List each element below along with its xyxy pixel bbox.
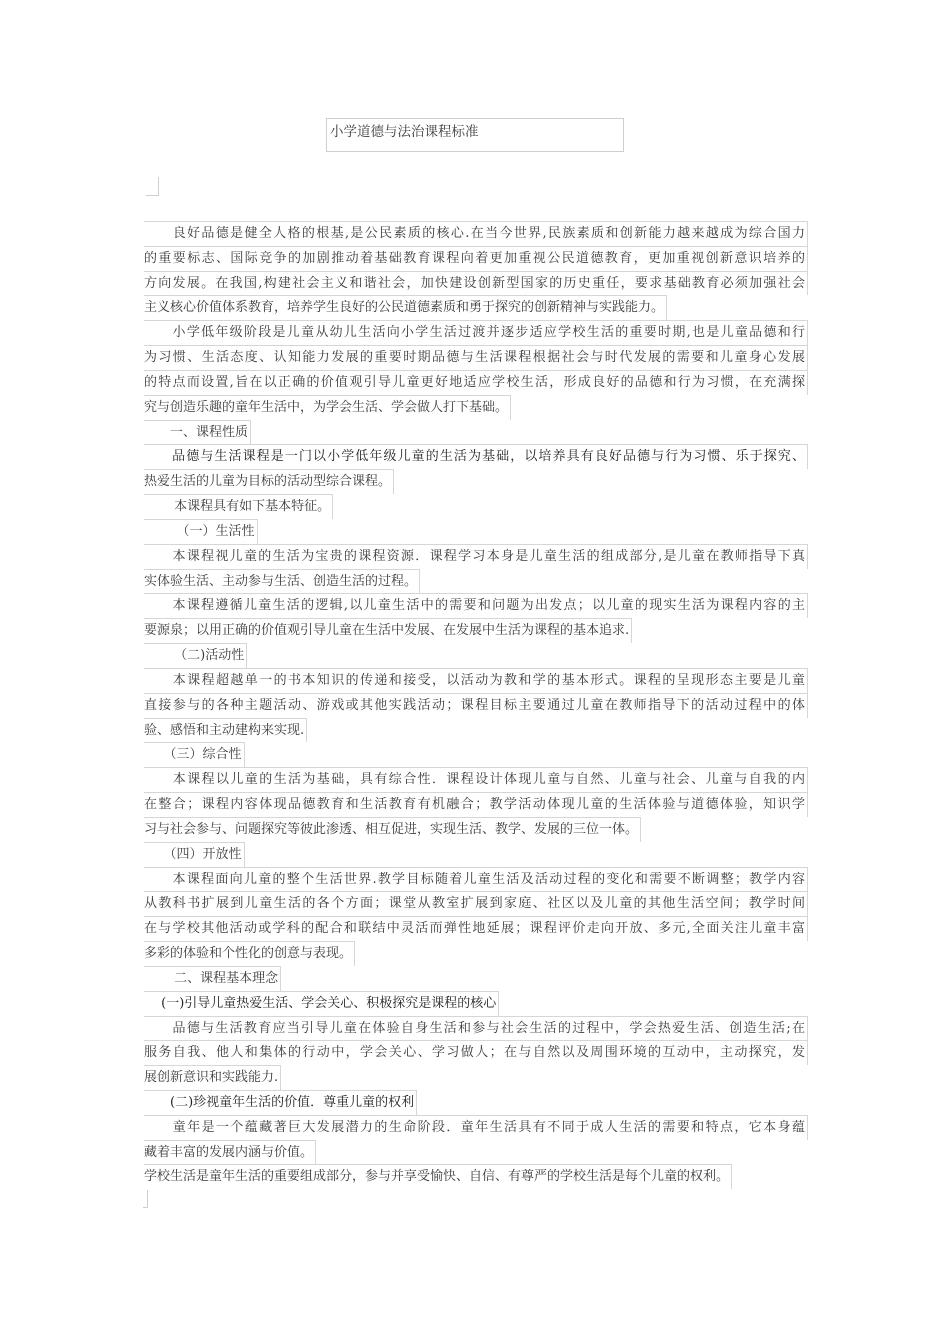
- text-line: （三）综合性: [144, 742, 245, 767]
- text-line: （四）开放性: [144, 842, 245, 867]
- text-line: 直接参与的各种主题活动、游戏或其他实践活动；课程目标主要通过儿童在教师指导下的活动过程中的体: [144, 693, 808, 718]
- text-line: 小学低年级阶段是儿童从幼儿生活向小学生活过渡并逐步适应学校生活的重要时期,也是儿童品德和行: [144, 320, 808, 345]
- text-line: 服务自我、他人和集体的行动中，学会关心、学习做人；在与自然以及周围环境的互动中，主动探究，发: [144, 1040, 808, 1065]
- text-line: 童年是一个蕴藏著巨大发展潜力的生命阶段．童年生活具有不同于成人生活的需要和特点，它本身蕴: [144, 1115, 808, 1140]
- text-line: （一）生活性: [144, 519, 258, 544]
- document-body: [144, 221, 810, 1189]
- text-line: 实体验生活、主动参与生活、创造生活的过程。: [144, 569, 420, 594]
- title-box: [326, 118, 624, 152]
- text-line: 学校生活是童年生活的重要组成部分，参与并享受愉快、自信、有尊严的学校生活是每个儿童的权利。: [144, 1164, 732, 1189]
- text-line: 究与创造乐趣的童年生活中，为学会生活、学会做人打下基础。: [144, 395, 511, 420]
- text-line: 的重要标志、国际竞争的加剧推动着基础教育课程向着更加重视公民道德教育，更加重视创新意识培养的: [144, 246, 808, 271]
- text-line: 要源泉；以用正确的价值观引导儿童在生活中发展、在发展中生活为课程的基本追求.: [144, 618, 632, 643]
- text-line: 本课程视儿童的生活为宝贵的课程资源．课程学习本身是儿童生活的组成部分,是儿童在教师指导下真: [144, 544, 808, 569]
- text-line: 展创新意识和实践能力.: [144, 1065, 281, 1090]
- text-line: 本课程面向儿童的整个生活世界.教学目标随着儿童生活及活动过程的变化和需要不断调整；教学内容: [144, 867, 808, 892]
- text-line: (二)珍视童年生活的价值．尊重儿童的权利: [144, 1090, 417, 1115]
- text-line: 本课程遵循儿童生活的逻辑,以儿童生活中的需要和问题为出发点；以儿童的现实生活为课程内容的主: [144, 593, 808, 618]
- text-line: 品德与生活教育应当引导儿童在体验自身生活和参与社会生活的过程中，学会热爱生活、创造生活;在: [144, 1016, 808, 1041]
- text-line: 良好品德是健全人格的根基,是公民素质的核心.在当今世界,民族素质和创新能力越来越成为综合国力: [144, 221, 808, 246]
- text-line: 从教科书扩展到儿童生活的各个方面；课堂从教室扩展到家庭、社区以及儿童的其他生活空间；教学时间: [144, 891, 808, 916]
- text-line: 二、课程基本理念: [144, 966, 281, 991]
- text-line: (一)引导儿童热爱生活、学会关心、积极探究是课程的核心: [144, 991, 499, 1016]
- text-line: 一、课程性质: [144, 420, 251, 445]
- text-line: 本课程以儿童的生活为基础，具有综合性．课程设计体现儿童与自然、儿童与社会、儿童与自我的内: [144, 767, 808, 792]
- text-line: 方向发展。在我国,构建社会主义和谐社会，加快建设创新型国家的历史重任，要求基础教育必须加强社会: [144, 271, 808, 296]
- text-line: 多彩的体验和个性化的创意与表现。: [144, 941, 355, 966]
- text-line: 验、感悟和主动建构来实现.: [144, 718, 307, 743]
- text-line: 本课程超越单一的书本知识的传递和接受，以活动为教和学的基本形式。课程的呈现形态主要是儿童: [144, 668, 808, 693]
- text-line: 品德与生活课程是一门以小学低年级儿童的生活为基础，以培养具有良好品德与行为习惯、乐于探究、: [144, 444, 808, 469]
- end-marker: [143, 1190, 148, 1208]
- document-title: 小学道德与法治课程标准: [330, 124, 479, 140]
- text-line: 主义核心价值体系教育，培养学生良好的公民道德素质和勇于探究的创新精神与实践能力。: [144, 295, 667, 320]
- text-line: 习与社会参与、问题探究等彼此渗透、相互促进，实现生活、教学、发展的三位一体。: [144, 817, 641, 842]
- text-line: 在与学校其他活动或学科的配合和联结中灵活而弹性地延展；课程评价走向开放、多元,全面关注儿童丰富: [144, 916, 808, 941]
- text-line: （二)活动性: [144, 643, 247, 668]
- text-line: 的特点而设置,旨在以正确的价值观引导儿童更好地适应学校生活，形成良好的品德和行为习惯，在充满探: [144, 370, 808, 395]
- text-line: 热爱生活的儿童为目标的活动型综合课程。: [144, 469, 394, 494]
- paragraph-marker: [146, 177, 159, 196]
- text-line: 藏着丰富的发展内涵与价值。: [144, 1140, 316, 1165]
- text-line: 本课程具有如下基本特征。: [144, 494, 333, 519]
- text-line: 在整合；课程内容体现品德教育和生活教育有机融合；教学活动体现儿童的生活体验与道德体验，知识学: [144, 792, 808, 817]
- text-line: 为习惯、生活态度、认知能力发展的重要时期品德与生活课程根据社会与时代发展的需要和儿童身心发展: [144, 345, 808, 370]
